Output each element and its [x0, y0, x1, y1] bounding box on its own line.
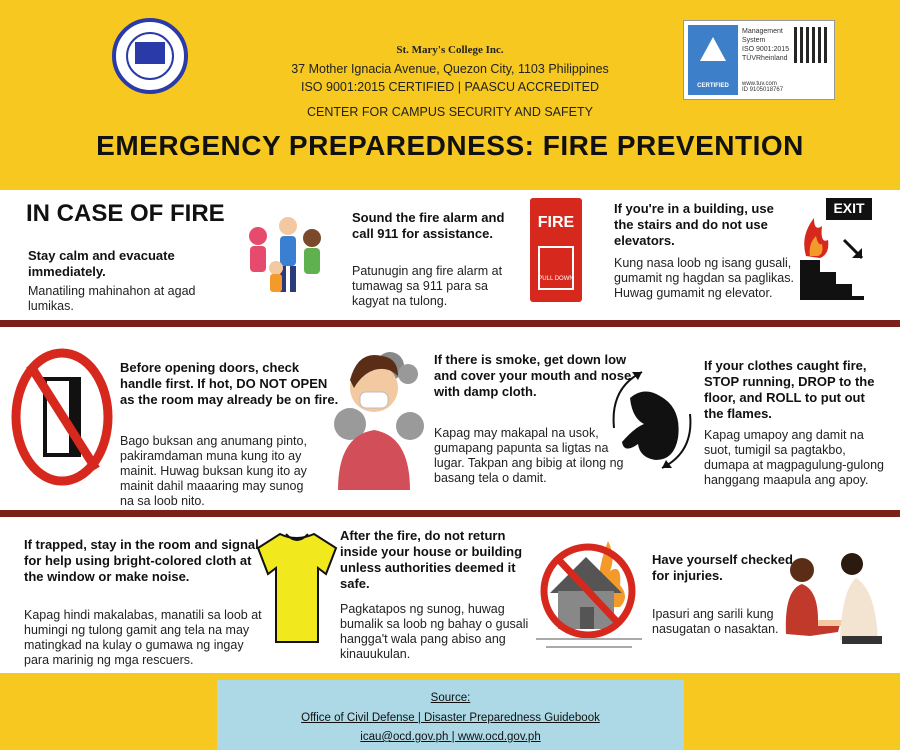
fire-alarm-illustration: [530, 198, 582, 302]
doors-instruction: Before opening doors, check handle first. If hot, DO NOT OPEN as the room may already be on fire.: [120, 360, 339, 407]
triangle-icon: [700, 37, 726, 61]
calm-translation: Manatiling mahinahon at agad lumikas.: [28, 284, 196, 313]
section-divider-2: [0, 510, 900, 517]
exit-sign-label: EXIT: [833, 200, 865, 216]
no-open-door-sign: [10, 343, 114, 487]
section-divider-1: [0, 320, 900, 327]
alarm-label: FIRE: [537, 214, 575, 231]
cert-id: ID 9105018767: [742, 87, 784, 93]
cert-badge-label: CERTIFIED: [697, 83, 729, 89]
page-title: EMERGENCY PREPAREDNESS: FIRE PREVENTION: [96, 130, 804, 161]
stairs-instruction: If you're in a building, use the stairs and do not use elevators.: [614, 201, 774, 248]
evacuating-children-illustration: [240, 208, 330, 303]
injuries-instruction: Have yourself checked for injuries.: [652, 552, 793, 583]
alarm-pull-label: PULL DOWN: [538, 276, 574, 282]
person-with-mask-smoke-illustration: [328, 340, 428, 490]
cert-web: [742, 81, 783, 93]
cert-url: www.tuv.com: [742, 81, 777, 87]
tuv-logo: [688, 25, 738, 95]
contact-links[interactable]: icau@ocd.gov.ph | www.ocd.gov.ph: [360, 731, 541, 743]
in-case-of-fire-heading: IN CASE OF FIRE: [26, 200, 225, 227]
source-label: Source:: [430, 692, 471, 704]
after-fire-translation: Pagkatapos ng sunog, huwag bumalik sa loob ng bahay o gusali hangga't wala pang abiso ang kinauukulan.: [340, 602, 529, 661]
smoke-translation: Kapag may makapal na usok, gumapang papunta sa ligtas na lugar. Takpan ang bibig at ilong ng basang tela o damit.: [434, 426, 624, 485]
cert-brand: TÜVRheinland: [742, 55, 788, 62]
smoke-instruction: If there is smoke, get down low and cover your mouth and nose with damp cloth.: [434, 352, 632, 399]
after-fire-instruction: After the fire, do not return inside your house or building unless authorities deemed it safe.: [340, 528, 523, 591]
college-name: St. Mary's College Inc.: [396, 44, 504, 56]
cert-line2: System: [742, 37, 766, 44]
cert-line1: Management: [742, 28, 783, 35]
center-name: CENTER FOR CAMPUS SECURITY AND SAFETY: [307, 105, 593, 119]
stop-drop-roll-illustration: [604, 368, 700, 472]
alarm-translation: Patunugin ang fire alarm at tumawag sa 911 para sa kagyat na tulong.: [352, 264, 503, 308]
yellow-shirt-illustration: [256, 528, 338, 646]
doors-translation: Bago buksan ang anumang pinto, pakiramdaman muna kung ito ay mainit. Huwag buksan kung ito ay mainit dahil maaaring may sunog na sa loob nito.: [120, 434, 307, 508]
no-return-house-sign: [534, 527, 644, 651]
trapped-translation: Kapag hindi makalabas, manatili sa loob at humingi ng tulong gamit ang tela na may matingkad na kulay o gumawa ng ingay para marinig ng mga rescuers.: [24, 608, 262, 667]
alarm-instruction: Sound the fire alarm and call 911 for assistance.: [352, 210, 505, 241]
source-link[interactable]: Office of Civil Defense | Disaster Preparedness Guidebook: [301, 712, 600, 724]
accreditation: ISO 9001:2015 CERTIFIED | PAASCU ACCREDITED: [300, 80, 600, 94]
clothes-translation: Kapag umapoy ang damit na suot, tumigil sa pagtakbo, dumapa at magpagulung-gulong hanggang maapula ang apoy.: [704, 428, 884, 487]
cert-line3: ISO 9001:2015: [742, 46, 790, 53]
clothes-instruction: If your clothes caught fire, STOP running, DROP to the floor, and ROLL to put out the flames.: [704, 358, 875, 421]
cert-text: [742, 27, 792, 63]
first-aid-illustration: [780, 550, 890, 650]
college-address: 37 Mother Ignacia Avenue, Quezon City, 1103 Philippines: [291, 62, 609, 76]
calm-instruction: Stay calm and evacuate immediately.: [28, 248, 175, 279]
qr-code-icon: [794, 27, 830, 63]
alarm-handle: [538, 246, 574, 290]
injuries-translation: Ipasuri ang sarili kung nasugatan o nasaktan.: [652, 607, 779, 636]
trapped-instruction: If trapped, stay in the room and signal for help using bright-colored cloth at the window or make noise.: [24, 537, 259, 584]
iso-certificate-badge: [683, 20, 835, 100]
stairs-translation: Kung nasa loob ng isang gusali, gumamit ng hagdan sa paglikas. Huwag gumamit ng elevator.: [614, 256, 794, 300]
